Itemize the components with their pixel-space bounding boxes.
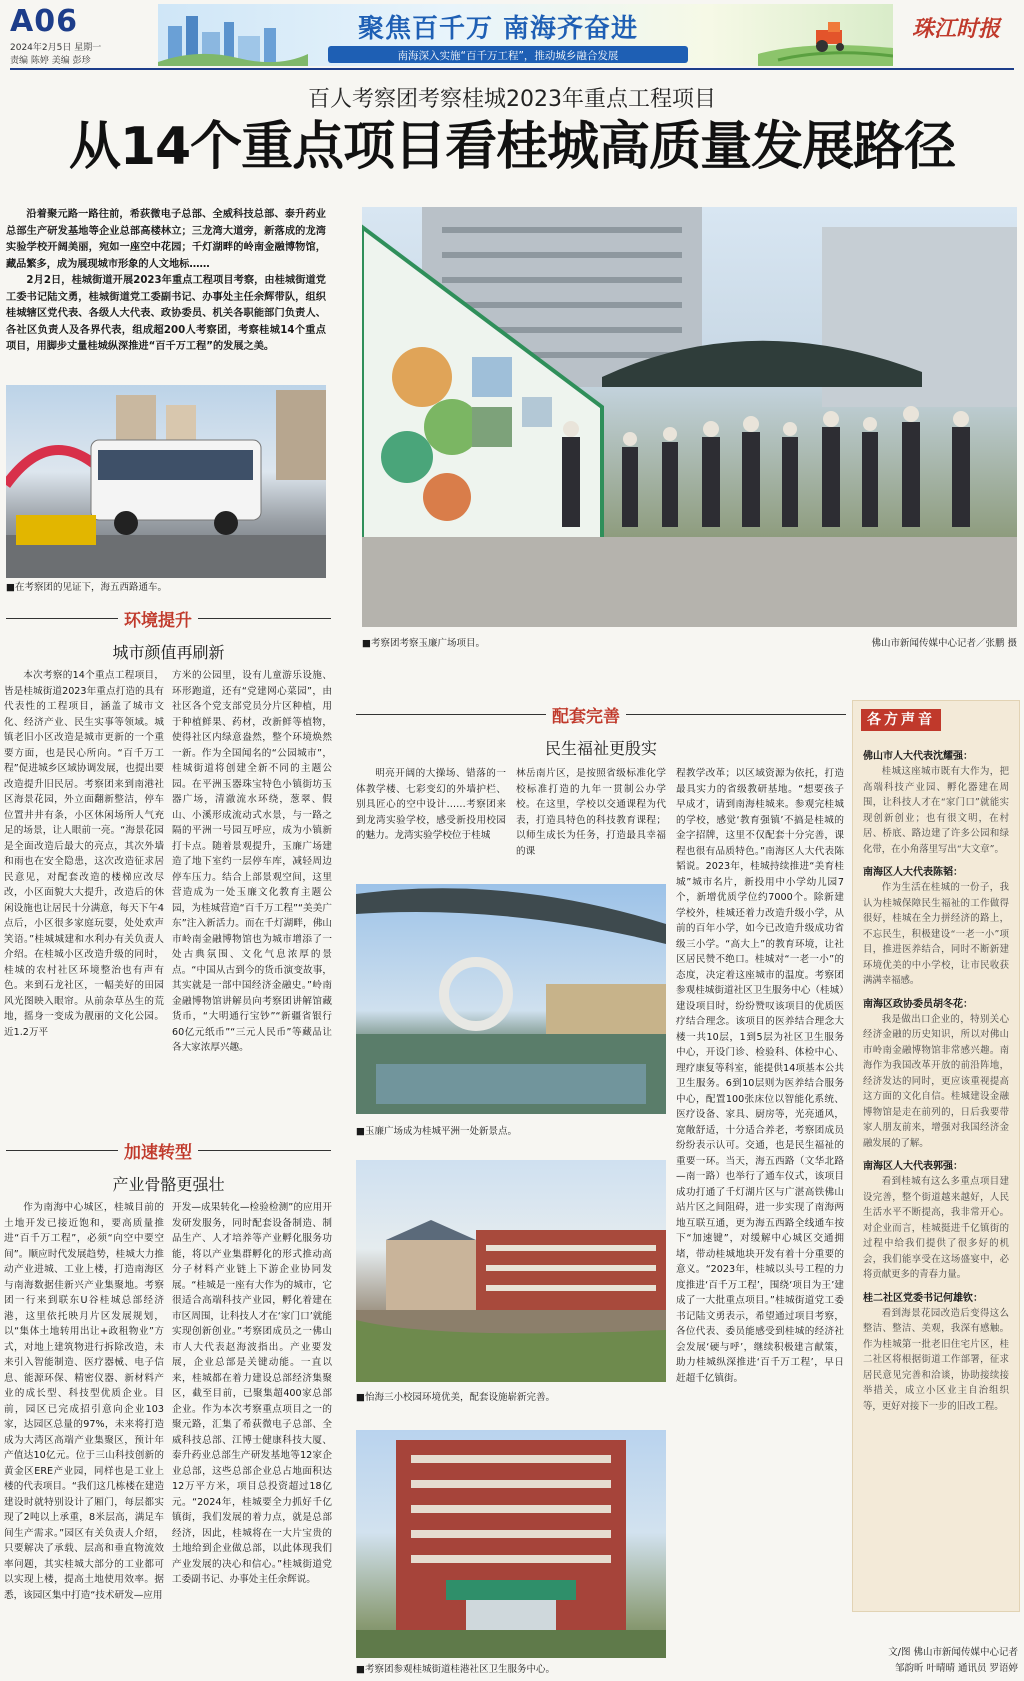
voice-text: 作为生活在桂城的一份子，我认为桂城保障民生福祉的工作做得很好，桂城在全力拼经济的路上，不忘民生，积极建设“一老一小”项目，推进医养结合，同时不断新建环境优美的中小学校，让市民收获满满幸福感。 (863, 882, 1009, 986)
upgrade-column-a (4, 1200, 164, 1676)
hospital-photo-caption: ■考察团参观桂城街道桂港社区卫生服务中心。 (356, 1664, 555, 1675)
voice-name: 南海区人大代表陈韬： (863, 867, 963, 878)
env-section-title: 城市颜值再刷新 (112, 643, 225, 662)
support-top-b-text: 林岳南片区，是按照省级标准化学校标准打造的九年一贯制公办学校。在这里，学校以交通课程为代表，打造具特色的科技教育课程；以师生成长为任务，打造最具幸福的课 (516, 768, 666, 857)
headline-title: 从14个重点项目看桂城高质量发展路径 (68, 117, 956, 177)
plaza-photo-caption: ■玉廉广场成为桂城平洲一处新景点。 (356, 1126, 517, 1137)
plaza-scene-icon (356, 884, 666, 1114)
voice-name: 南海区政协委员胡冬花： (863, 998, 973, 1010)
env-column-b (172, 668, 332, 1140)
support-section-title: 民生福祉更殷实 (544, 739, 657, 758)
upgrade-section-title: 产业骨骼更强壮 (112, 1175, 225, 1194)
plaza-tour-scene-icon (362, 207, 1017, 627)
voice-text: 桂城这座城市既有大作为，把高端科技产业园、孵化器建在周围，让科技人才在“家门口”就能实现创新创业；也有很文明，在村居、桥底、路边建了许多公园和绿化带，在小角落里写出“大文章”。 (863, 766, 1009, 855)
main-photo (362, 207, 1017, 627)
voice-name: 桂二社区党委书记何雄钦： (863, 1292, 983, 1304)
school-scene-icon (356, 1160, 666, 1382)
upgrade-column-b (172, 1200, 332, 1676)
voice-item (863, 865, 1009, 989)
banner (158, 4, 893, 66)
voice-item (863, 749, 1009, 857)
intro-text (6, 207, 326, 375)
voices-list (863, 749, 1009, 1607)
byline-line-2: 邹韵昕 叶晴晴 通讯员 罗语婷 (894, 1663, 1018, 1674)
env-section-label: 环境提升 (118, 606, 198, 631)
voice-name: 佛山市人大代表沈耀强： (863, 751, 973, 762)
voice-text: 我是做出口企业的，特别关心经济金融的历史知识，所以对佛山市岭南金融博物馆非常感兴趣。南海作为我国改革开放的前沿阵地，经济发达的同时，更应该重视提高这方面的文化自信。桂城建设金融博物馆是走在前列的，日后我要带家人朋友前来，增强对我国经济金融发展的了解。 (863, 1013, 1009, 1149)
env-column-a (4, 668, 164, 1140)
support-top-a (356, 766, 506, 874)
school-photo-caption: ■怡海三小校园环境优美，配套设施崭新完善。 (356, 1392, 555, 1403)
env-column-b-text: 方米的公园里，设有儿童游乐设施、环形跑道，还有“党建网心菜园”，由社区各个党支部党员分片区种植，用于种植鲜果、药材，改新鲜等植物，使得社区内绿意盎然，整个环境焕然一新。作为全国闻名的“公园城市”，桂城街道将创建全新不同的主题公园。在平洲玉器珠宝特色小镇街坊玉器广场，清澈流水环绕，葱翠、假山、小溪形成流动式水景，与一路之隔的平洲一号园互呼应，成为小镇新打卡点。随着景观提升，玉廉广场建造了地下室约一层停车库，减轻周边停车压力。结合上部景观空间，这里营造成为一处玉廉文化教育主题公园，为桂城营造“百千万工程”“美美广东”注入新活力。而在千灯湖畔，佛山市岭南金融博物馆也为城市增添了一处古典氛围、文化气息浓厚的景点。“中国从古到今的货币演变故事，其实就是一部中国经济金融史。”岭南金融博物馆讲解员向考察团讲解馆藏货币，“大明通行宝钞”“新疆省银行60亿元纸币”“三元人民币”等藏品让各大家浓厚兴趣。 (172, 670, 332, 1053)
byline-line-1: 文/图 佛山市新闻传媒中心记者 (888, 1647, 1018, 1658)
upgrade-column-b-text: 开发—成果转化—检验检测”的应用开发研发服务，同时配套设备制造、制品生产、人才培养等产业孵化服务功能，将以产业集群孵化的形式推动高分子材料产业链上下游企业协同发展。“桂城是一座有大作为的城市，它很适合高端科技产业园，孵化着建在市区周围，让科技人才在‘家门口’就能实现创新创业。”考察团成员之一佛山市人大代表赵海波指出。产业要发展，企业总部是关键动能。一直以来，桂城都在着力建设总部经济集聚区，截至目前，已聚集超400家总部企业。作为本次考察重点项目之一的聚元路，汇集了希荻微电子总部、全威科技总部、江博士健康科技大厦、泰升药业总部生产研发基地等12家企业总部，这些总部企业总占地面积达12万平方米，项目总投资超过18亿元。“2024年，桂城要全力抓好千亿镇街，我们发展的着力点，就是总部经济，因此，桂城将在一大片宝贵的土地给到企业做总部，以此体现我们产业发展的决心和信心。”桂城街道党工委副书记、办事处主任余辉说。 (172, 1202, 332, 1585)
bus-photo-caption: ■在考察团的见证下，海五西路通车。 (6, 582, 167, 593)
intro-paragraph-2: 2月2日，桂城街道开展2023年重点工程项目考察，由桂城街道党工委书记陆文勇，桂城街道党工委副书记、办事处主任余辉带队，组织桂城辖区党代表、各级人大代表、政协委员、机关各职能部门负责人、各社区负责人及各界代表，组成超200人考察团，考察桂城14个重点项目，用脚步丈量桂城纵深推进“百千万工程”的发展之美。 (6, 275, 326, 352)
voice-text: 看到海景花园改造后变得这么整洁、整洁、美观，我深有感触。作为桂城第一批老旧住宅片区，桂二社区将根据街道工作部署，征求居民意见完善和洽谈，协助接续接举措关，成立小区业主自治组织等，更好对接下一步的旧改工程。 (863, 1307, 1009, 1412)
upgrade-section-label: 加速转型 (118, 1138, 198, 1163)
plaza-photo (356, 884, 666, 1114)
support-section-label: 配套完善 (546, 702, 626, 727)
intro-paragraph-1: 沿着聚元路一路往前，希荻微电子总部、全威科技总部、泰升药业总部生产研发基地等企业总部高楼林立；三龙湾大道旁，新落成的龙湾实验学校开阔美丽，宛如一座空中花园；千灯湖畔的岭南金融博物馆，藏品繁多，成为展现城市形象的人文地标…… (6, 209, 326, 270)
support-top-b (516, 766, 666, 874)
voice-item (863, 1159, 1009, 1283)
voices-header: 各方声音 (861, 709, 941, 731)
masthead (0, 0, 1024, 70)
school-photo (356, 1160, 666, 1382)
voices-sidebar (852, 700, 1020, 1612)
page-number: A06 (10, 4, 78, 39)
voice-text: 看到桂城有这么多重点项目建设完善，整个街道越来越好，人民生活水平不断提高，我非常开心。对企业而言，桂城挺进千亿镇街的过程中给我们提供了很多好的机会，我们能享受在这场盛宴中，必将贡献更多的青春力量。 (863, 1176, 1009, 1280)
voice-item (863, 997, 1009, 1152)
banner-title: 聚焦百千万 南海齐奋进 (357, 14, 639, 44)
newspaper-name: 珠江时报 (912, 16, 1001, 42)
hospital-photo (356, 1430, 666, 1658)
main-photo-credit: 佛山市新闻传媒中心记者／张鹏 摄 (871, 638, 1017, 649)
support-top-a-text: 明亮开阔的大操场、错落的一体教学楼、七彩变幻的外墙护栏、别具匠心的空中设计……考察团来到龙湾实验学校，感受新投用校园的魅力。龙湾实验学校位于桂城 (356, 768, 506, 841)
banner-subtitle-text: 南海深入实施“百千万工程”，推动城乡融合发展 (397, 50, 619, 62)
env-column-a-text: 本次考察的14个重点工程项目，皆是桂城街道2023年重点打造的具有代表性的工程项目，涵盖了城市文化、经济产业、民生实事等领域。城镇老旧小区改造是城市更新的一个重要方面，也是民心所向。“百千万工程”促进城乡区域协调发展，也提出要改造提升旧民居。考察团来到南港社区海景花园，外立面翻新整洁，停车位置井井有条，小区休闲场所人气充足的场景，让人眼前一亮。“海景花园是全面改造后最大的亮点，其次外墙和雨也在安全隐患，这次改造征求居民意见，对配套改造的楼梯应改尽改，小区面貌大大提升，改造后的休闲设施也让居民十分满意，每天下午4点后，小区很多家庭玩耍，处处欢声笑语。”桂城城建和水利办有关负责人介绍。在桂城小区改造升级的同时，桂城的农村社区环境整治也有声有色。来到石龙社区，一幅美好的田园风光图映入眼帘。从前杂草丛生的荒地，摇身一变成为靓丽的文化公园。近1.2万平 (4, 670, 164, 1038)
bus-photo (6, 385, 326, 578)
voice-item (863, 1291, 1009, 1415)
bus-scene-icon (6, 385, 326, 578)
editors: 责编 陈婷 美编 彭珍 (10, 56, 91, 66)
voice-name: 南海区人大代表郭强： (863, 1161, 963, 1172)
support-column-c (676, 766, 844, 1674)
main-photo-caption: ■考察团考察玉廉广场项目。 (362, 638, 485, 649)
hospital-scene-icon (356, 1430, 666, 1658)
issue-date: 2024年2月5日 星期一 (10, 43, 102, 53)
city-skyline-icon (158, 4, 308, 66)
headline-kicker: 百人考察团考察桂城2023年重点工程项目 (308, 87, 716, 112)
upgrade-column-a-text: 作为南海中心城区，桂城目前的土地开发已接近饱和，要高质量推进“百千万工程”，必须“向空中要空间”。顺应时代发展趋势，桂城大力推动产业进城、工业上楼，打造南海区与南海数据佳新兴产业集聚地。考察团一行来到联东U谷桂城总部经济港，这里依托映月片区发展规划，以“集体土地转用出让+政租物业”方式，对地上建筑物进行拆除改造，未来引入智能制造、医疗器械、电子信息、能源环保、精密仪器、新材料产业的成长型、科技型优质企业。目前，园区已完成招引意向企业103家，达园区总量的97%，未来将打造成为大湾区高端产业集聚区，预计年产值达10亿元。位于三山科技创新的黄金区ERE产业园，同样也是工业上楼的代表项目。“我们这几栋楼在建造建设时就特别设计了厢门，每层都实现了2吨以上承重，8米层高，满足车间生产需求。”园区有关负责人介绍，只要解决了承载、层高和垂直物流效率问题，其实桂城大部分的工业都可以实现上楼，提高土地使用效率。据悉，该园区集中打造“技术研发—应用 (4, 1202, 164, 1601)
tractor-field-icon (758, 4, 893, 66)
masthead-rule (10, 68, 1014, 70)
support-column-c-text: 程教学改革；以区域资源为依托，打造最具实力的省级教研基地。“想要孩子早成才，请到南海桂城来。参观完桂城的学校，感觉‘教育强镇’不搞是桂城的金字招牌，这里不仅配套十分完善，课程也很有品质特色。”南海区人大代表陈韬说。2023年，桂城持续推进“美育桂城”城市名片，新投用中小学幼儿园7个，新增优质学位约7000个。除新建学校外，桂城还着力改造升级小学，从前的百年小学，如今已改造升级成功省级三小学。“高大上”的教育环境，让社区居民赞不绝口。桂城对“一老一小”的态度，决定着这座城市的温度。考察团参观桂城街道社区卫生服务中心（桂城）建设项目时，纷纷赞叹该项目的优质医疗结合理念。该项目的医养结合理念大楼一共10层，1到5层为社区卫生服务中心，开设门诊、检验科、体检中心、理疗康复等科室，能提供14项基本公共卫生服务。6到10层则为医养结合服务中心，配置100张床位以智能化系统、医疗设备、家具、厨房等，光亮通风，宽敞舒适，十分适合养老，考察团成员纷纷表示认可。交通，也是民生福祉的重要一环。当天，海五西路（文华北路—南一路）也举行了通车仪式，该项目成功打通了千灯湖片区与广湛高铁佛山站片区之间阻碍，进一步实现了南海两地互联互通，更为海五西路全线通车按下“加速键”，对缓解中心城区交通拥堵，带动桂城地块开发有着十分重要的意义。“2023年，桂城以头号工程的力度推进‘百千万工程’，围绕‘项目为王’建成了一大批重点项目。”桂城街道党工委书记陆文勇表示，希望通过项目考察，各位代表、委员能感受到桂城的经济社会发展‘硬与呼’，继续积极建言献策，助力桂城纵深推进‘百千万工程’，早日赶超千亿镇街。 (676, 768, 844, 1384)
